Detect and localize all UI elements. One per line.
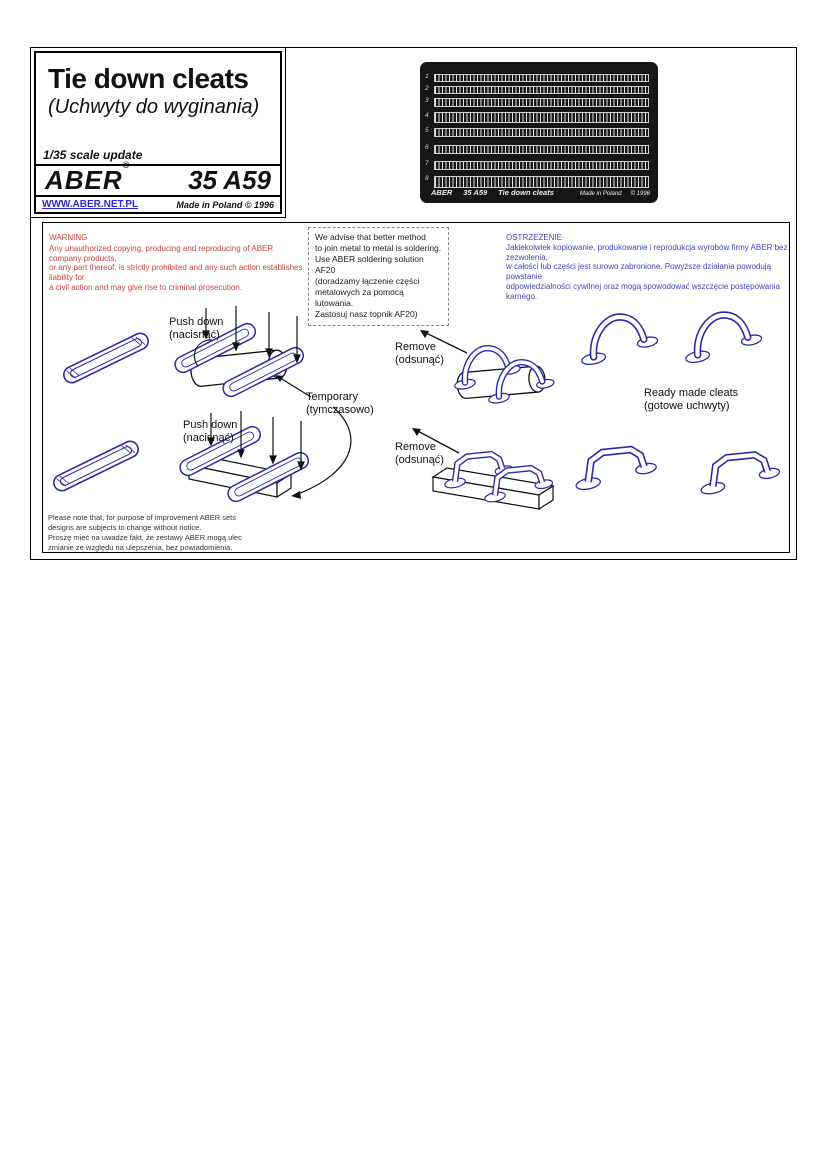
remove-assembly-bar-drawing bbox=[401, 419, 571, 519]
warning-polish bbox=[506, 233, 798, 301]
ready-made-arch-cleat-2 bbox=[683, 302, 768, 367]
disclaimer-line: Proszę mieć na uwadze fakt, że zestawy ABER mogą ulec bbox=[48, 533, 242, 543]
fret-row-number: 6 bbox=[425, 144, 429, 151]
ready-made-square-cleat-2 bbox=[699, 431, 787, 501]
remove-assembly-cylinder-drawing bbox=[409, 321, 559, 416]
advice-line: We advise that better method bbox=[315, 232, 426, 242]
fret-row-number: 8 bbox=[425, 175, 429, 182]
warning-english bbox=[49, 233, 307, 293]
label-remove-1: Remove (odsunąć) bbox=[395, 341, 444, 366]
label-temporary: Temporary (tymczasowo) bbox=[306, 391, 374, 416]
fret-strip-row bbox=[434, 161, 649, 170]
product-title: Tie down cleats bbox=[48, 63, 249, 94]
fret-row-number: 4 bbox=[425, 112, 429, 119]
fret-strip-row bbox=[434, 98, 649, 107]
title-block bbox=[30, 47, 286, 218]
fret-name: Tie down cleats bbox=[498, 188, 554, 197]
warning-polish-line: Jakiekolwiek kopiowanie, produkowanie i reprodukcja wyrobów firmy ABER bez zezwolenia, bbox=[506, 242, 788, 262]
ready-made-arch-cleat-1 bbox=[579, 304, 664, 369]
flat-cleat-drawing-1 bbox=[56, 327, 156, 389]
fret-row-number: 2 bbox=[425, 85, 429, 92]
advice-line: to join metal to metal is soldering. bbox=[315, 243, 442, 254]
warning-polish-line: w całości lub części jest surowo zabronione. Powyższe działania powodują powstanie bbox=[506, 262, 772, 281]
warning-polish-line: odpowiedzialności cywilnej oraz mogą spowodować wszczęcie postępowania karnego. bbox=[506, 281, 780, 301]
fret-strip-row bbox=[434, 128, 649, 137]
product-title-polish: (Uchwyty do wyginania) bbox=[48, 96, 260, 118]
fret-strip-row bbox=[434, 112, 649, 123]
fret-row-number: 3 bbox=[425, 97, 429, 104]
instructions-panel bbox=[42, 222, 790, 553]
fret-strip-row bbox=[434, 74, 649, 82]
flat-cleat-drawing-2 bbox=[46, 435, 146, 497]
product-code: 35 A59 bbox=[188, 165, 271, 195]
soldering-advice-box bbox=[308, 227, 449, 326]
label-push-down-1: Push down (nacisnąć) bbox=[169, 316, 224, 341]
disclaimer-line: Please note that, for purpose of improvement ABER sets bbox=[48, 513, 237, 522]
advice-line: Zastosuj nasz topnik AF20) bbox=[315, 309, 418, 320]
fret-copyright: © 1996 bbox=[630, 191, 650, 197]
title-footer bbox=[36, 197, 280, 212]
registered-trademark-icon: ® bbox=[122, 160, 130, 171]
fret-strip-row bbox=[434, 86, 649, 94]
fret-strip-row bbox=[434, 145, 649, 154]
ready-made-square-cleat-1 bbox=[574, 425, 664, 497]
warning-english-line: Any unauthorized copying, producing and reproducing of ABER company products, bbox=[49, 243, 274, 263]
advice-line: (doradzamy łączenie części bbox=[315, 276, 420, 287]
fret-caption bbox=[431, 182, 650, 200]
disclaimer-line: zmianie ze względu na ulepszenia, bez powiadomienia. bbox=[48, 543, 233, 553]
label-ready-made-cleats: Ready made cleats (gotowe uchwyty) bbox=[644, 387, 739, 412]
scale-note: 1/35 scale update bbox=[43, 148, 143, 162]
warning-english-line: a civil action and may give rise to criminal prosecution. bbox=[49, 282, 242, 292]
disclaimer-line: designs are subjects to change without notice. bbox=[48, 523, 202, 533]
change-disclaimer bbox=[48, 513, 328, 554]
title-section bbox=[36, 53, 280, 164]
fret-row-number: 7 bbox=[425, 160, 429, 167]
fret-brand: ABER bbox=[431, 188, 453, 197]
warning-english-line: or any part thereof, is strictly prohibited and any such action establishes liability for bbox=[49, 263, 303, 282]
warning-english-heading: WARNING bbox=[49, 233, 88, 242]
warning-polish-heading: OSTRZEŻENIE bbox=[506, 233, 563, 242]
title-block-inner bbox=[34, 51, 282, 214]
website-text: WWW.ABER.NET.PL bbox=[42, 199, 139, 210]
fret-made-in: Made in Poland bbox=[579, 191, 622, 197]
fret-code: 35 A59 bbox=[463, 188, 488, 197]
advice-line: metalowych za pomocą lutowania. bbox=[315, 287, 404, 309]
brand-logo: ABER® bbox=[45, 160, 130, 195]
brand-band bbox=[36, 160, 280, 197]
photoetch-fret-photo bbox=[420, 62, 658, 203]
fret-row-number: 5 bbox=[425, 127, 429, 134]
advice-line: Use ABER soldering solution AF20 bbox=[315, 254, 424, 276]
label-push-down-2: Push down (nacisnąć) bbox=[183, 419, 238, 444]
fret-row-number: 1 bbox=[425, 73, 429, 80]
label-remove-2: Remove (odsunąć) bbox=[395, 441, 444, 466]
made-in-note: Made in Poland © 1996 bbox=[176, 199, 274, 210]
